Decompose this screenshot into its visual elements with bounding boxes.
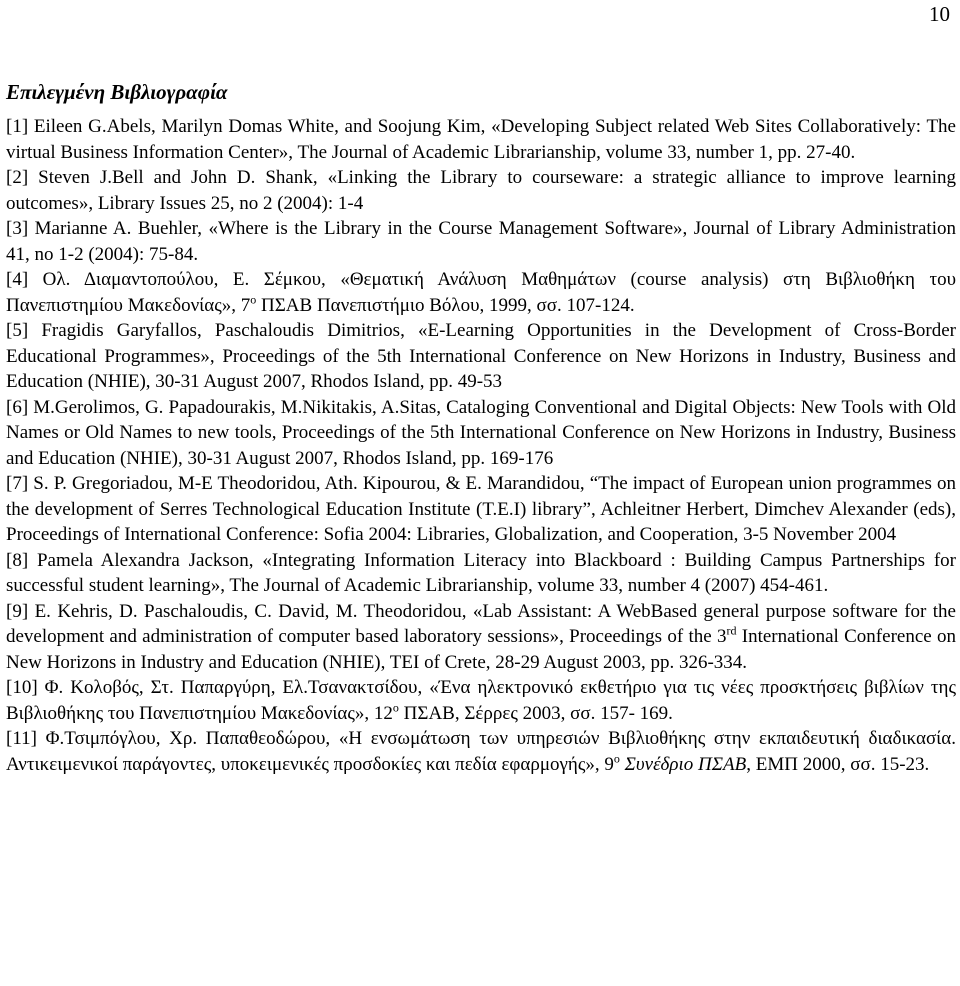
reference-item: [6, 726, 956, 777]
superscript: ο: [250, 292, 257, 307]
reference-text: [9] E. Kehris, D. Paschaloudis, C. David, M. Theodoridou, «Lab Assistant: A WebBased general purpose software for the development and administration of computer based laboratory sessions», Proceedings of the 3: [6, 600, 956, 647]
reference-text: International Conference on New Horizons in Industry and Education (NHIE), TEI of Crete, 28-29 August 2003, pp. 326-334.: [6, 626, 956, 673]
reference-item: [2] Steven J.Bell and John D. Shank, «Linking the Library to courseware: a strategic alliance to improve learning outcomes», Library Issues 25, no 2 (2004): 1-4: [6, 167, 956, 214]
reference-text: [10] Φ. Κολοβός, Στ. Παπαργύρη, Ελ.Τσανακτσίδου, «Ένα ηλεκτρονικό εκθετήριο για τις νέες προσκτήσεις βιβλίων της Βιβλιοθήκης του Πανεπιστημίου Μακεδονίας», 12: [6, 677, 956, 724]
superscript: ο: [392, 700, 399, 715]
reference-item: [3] Marianne A. Buehler, «Where is the Library in the Course Management Software», Journal of Library Administration 41, no 1-2 (2004): 75-84.: [6, 218, 956, 265]
reference-italic: Συνέδριο ΠΣΑΒ: [619, 753, 747, 775]
reference-text: [11] Φ.Τσιμπόγλου, Χρ. Παπαθεοδώρου, «Η ενσωμάτωση των υπηρεσιών Βιβλιοθήκης στην εκπαιδευτική διαδικασία. Αντικειμενικοί παράγοντες, υποκειμενικές προσδοκίες και πεδία εφαρμογής», 9: [6, 728, 956, 775]
reference-item: [6] M.Gerolimos, G. Papadourakis, M.Nikitakis, A.Sitas, Cataloging Conventional and Digital Objects: New Tools with Old Names or Old Names to new tools, Proceedings of the 5th International Conference on New Horizons in Industry, Business and Education (NHIE), 30-31 August 2007, Rhodos Island, pp. 169-176: [6, 396, 956, 469]
reference-item: [6, 675, 956, 726]
reference-list: [6, 114, 956, 777]
reference-item: [5] Fragidis Garyfallos, Paschaloudis Dimitrios, «E-Learning Opportunities in the Development of Cross-Border Educational Programmes», Proceedings of the 5th International Conference on New Horizons in Industry, Business and Education (NHIE), 30-31 August 2007, Rhodos Island, pp. 49-53: [6, 320, 956, 392]
reference-item: [7] S. P. Gregoriadou, M-E Theodoridou, Ath. Kipourou, & E. Marandidou, “The impact of European union programmes on the development of Serres Technological Education Institute (T.E.I) library”, Achleitner Herbert, Dimchev Alexander (eds), Proceedings of International Conference: Sofia 2004: Libraries, Globalization, and Cooperation, 3-5 November 2004: [6, 473, 956, 545]
superscript: ο: [613, 751, 620, 766]
reference-text: , ΕΜΠ 2000, σσ. 15-23.: [746, 753, 930, 775]
page-number: 10: [929, 2, 950, 26]
reference-text: ΠΣΑΒ, Σέρρες 2003, σσ. 157- 169.: [398, 702, 673, 724]
superscript: rd: [726, 623, 737, 638]
reference-item: [8] Pamela Alexandra Jackson, «Integrating Information Literacy into Blackboard : Building Campus Partnerships for successful student learning», The Journal of Academic Librarianship, volume 33, number 4 (2007) 454-461.: [6, 549, 956, 596]
section-title: Επιλεγμένη Βιβλιογραφία: [6, 80, 228, 104]
reference-item: [6, 599, 956, 676]
reference-item: [6, 267, 956, 318]
reference-text: ΠΣΑΒ Πανεπιστήμιο Βόλου, 1999, σσ. 107-124.: [256, 294, 635, 316]
reference-text: [4] Ολ. Διαμαντοπούλου, Ε. Σέμκου, «Θεματική Ανάλυση Μαθημάτων (course analysis) στη Βιβλιοθήκη του Πανεπιστημίου Μακεδονίας», 7: [6, 269, 956, 316]
reference-item: [1] Eileen G.Abels, Marilyn Domas White, and Soojung Kim, «Developing Subject related Web Sites Collaboratively: The virtual Business Information Center», The Journal of Academic Librarianship, volume 33, number 1, pp. 27-40.: [6, 116, 956, 163]
